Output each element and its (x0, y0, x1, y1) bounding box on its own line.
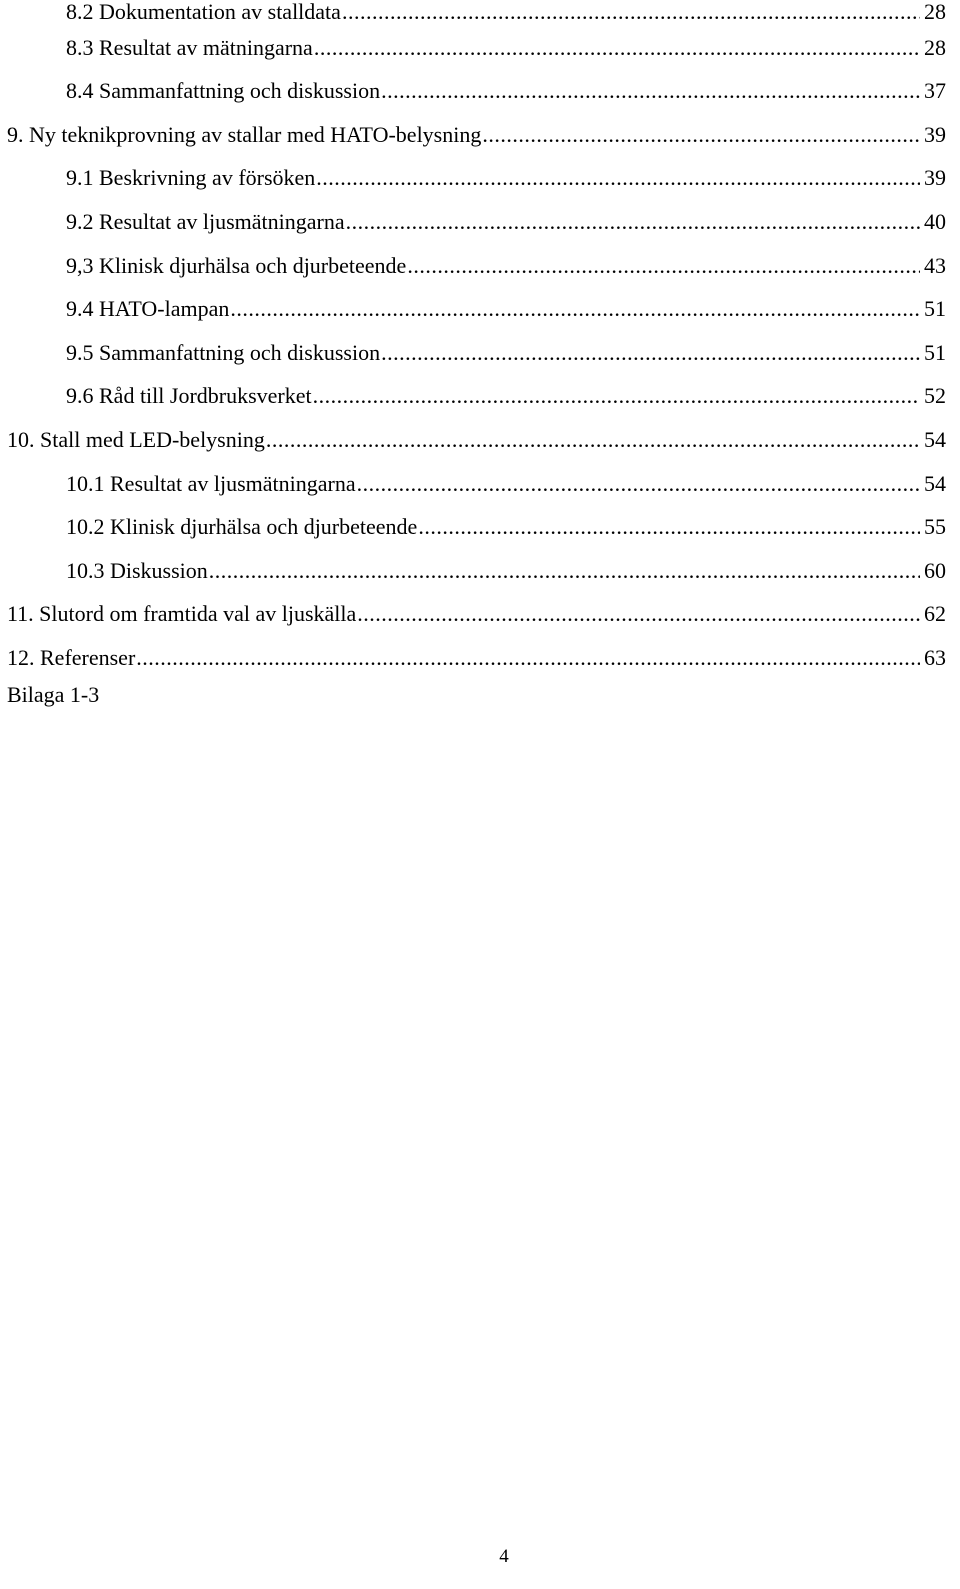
toc-entry-page: 62 (924, 601, 946, 627)
toc-entry[interactable] (7, 635, 946, 679)
toc-entry[interactable] (7, 374, 946, 418)
toc-entry[interactable] (7, 505, 946, 549)
toc-entry[interactable] (7, 243, 946, 287)
toc-dot-leader (230, 298, 920, 320)
toc-entry-label: 9.2 Resultat av ljusmätningarna (66, 208, 345, 234)
toc-entry-page: 28 (924, 0, 946, 24)
toc-dot-leader (381, 342, 920, 364)
toc-dot-leader (357, 603, 920, 625)
toc-entry-label: 9,3 Klinisk djurhälsa och djurbeteende (66, 252, 407, 278)
toc-entry-label: 10.3 Diskussion (66, 557, 208, 583)
toc-entry[interactable] (7, 25, 946, 69)
toc-entry[interactable] (7, 287, 946, 331)
toc-dot-leader (136, 647, 920, 669)
toc-dot-leader (346, 211, 920, 233)
toc-entry[interactable] (7, 112, 946, 156)
toc-entry-page: 39 (924, 165, 946, 191)
toc-dot-leader (342, 1, 920, 23)
toc-entry-label: 9. Ny teknikprovning av stallar med HATO-belysning (7, 121, 482, 147)
toc-entry-label: 9.4 HATO-lampan (66, 296, 230, 322)
toc-dot-leader (314, 37, 920, 59)
toc-dot-leader (482, 124, 920, 146)
toc-entry[interactable] (7, 548, 946, 592)
table-of-contents (7, 0, 946, 679)
toc-dot-leader (209, 560, 920, 582)
toc-entry-label: 10. Stall med LED-belysning (7, 426, 265, 452)
toc-entry[interactable] (7, 199, 946, 243)
toc-entry[interactable] (7, 417, 946, 461)
toc-entry-page: 43 (924, 252, 946, 278)
toc-entry-label: 9.5 Sammanfattning och diskussion (66, 339, 381, 365)
toc-entry-label: 8.3 Resultat av mätningarna (66, 34, 313, 60)
toc-dot-leader (313, 385, 920, 407)
toc-entry-page: 37 (924, 78, 946, 104)
toc-entry-label: 10.2 Klinisk djurhälsa och djurbeteende (66, 514, 418, 540)
toc-dot-leader (381, 80, 920, 102)
toc-entry-label: 11. Slutord om framtida val av ljuskälla (7, 601, 357, 627)
toc-entry[interactable] (7, 69, 946, 113)
toc-entry-page: 40 (924, 208, 946, 234)
toc-entry-page: 39 (924, 121, 946, 147)
appendix-label: Bilaga 1-3 (7, 682, 100, 707)
toc-entry-page: 54 (924, 426, 946, 452)
toc-entry-page: 52 (924, 383, 946, 409)
toc-entry-label: 8.4 Sammanfattning och diskussion (66, 78, 381, 104)
toc-entry-label: 9.6 Råd till Jordbruksverket (66, 383, 312, 409)
toc-entry[interactable] (7, 330, 946, 374)
toc-entry[interactable] (7, 156, 946, 200)
toc-dot-leader (418, 516, 920, 538)
page-number: 4 (499, 1546, 509, 1567)
toc-dot-leader (407, 255, 920, 277)
toc-entry-page: 54 (924, 470, 946, 496)
toc-dot-leader (357, 473, 920, 495)
toc-entry[interactable] (7, 461, 946, 505)
toc-entry-page: 60 (924, 557, 946, 583)
toc-entry-page: 55 (924, 514, 946, 540)
toc-dot-leader (316, 167, 920, 189)
toc-entry-label: 12. Referenser (7, 644, 136, 670)
toc-entry-label: 10.1 Resultat av ljusmätningarna (66, 470, 356, 496)
toc-entry[interactable] (7, 592, 946, 636)
toc-entry-page: 28 (924, 34, 946, 60)
toc-entry-page: 63 (924, 644, 946, 670)
toc-entry-page: 51 (924, 296, 946, 322)
toc-dot-leader (266, 429, 920, 451)
toc-entry-label: 9.1 Beskrivning av försöken (66, 165, 316, 191)
toc-entry-page: 51 (924, 339, 946, 365)
toc-entry-label: 8.2 Dokumentation av stalldata (66, 0, 341, 24)
toc-entry[interactable] (7, 0, 946, 25)
